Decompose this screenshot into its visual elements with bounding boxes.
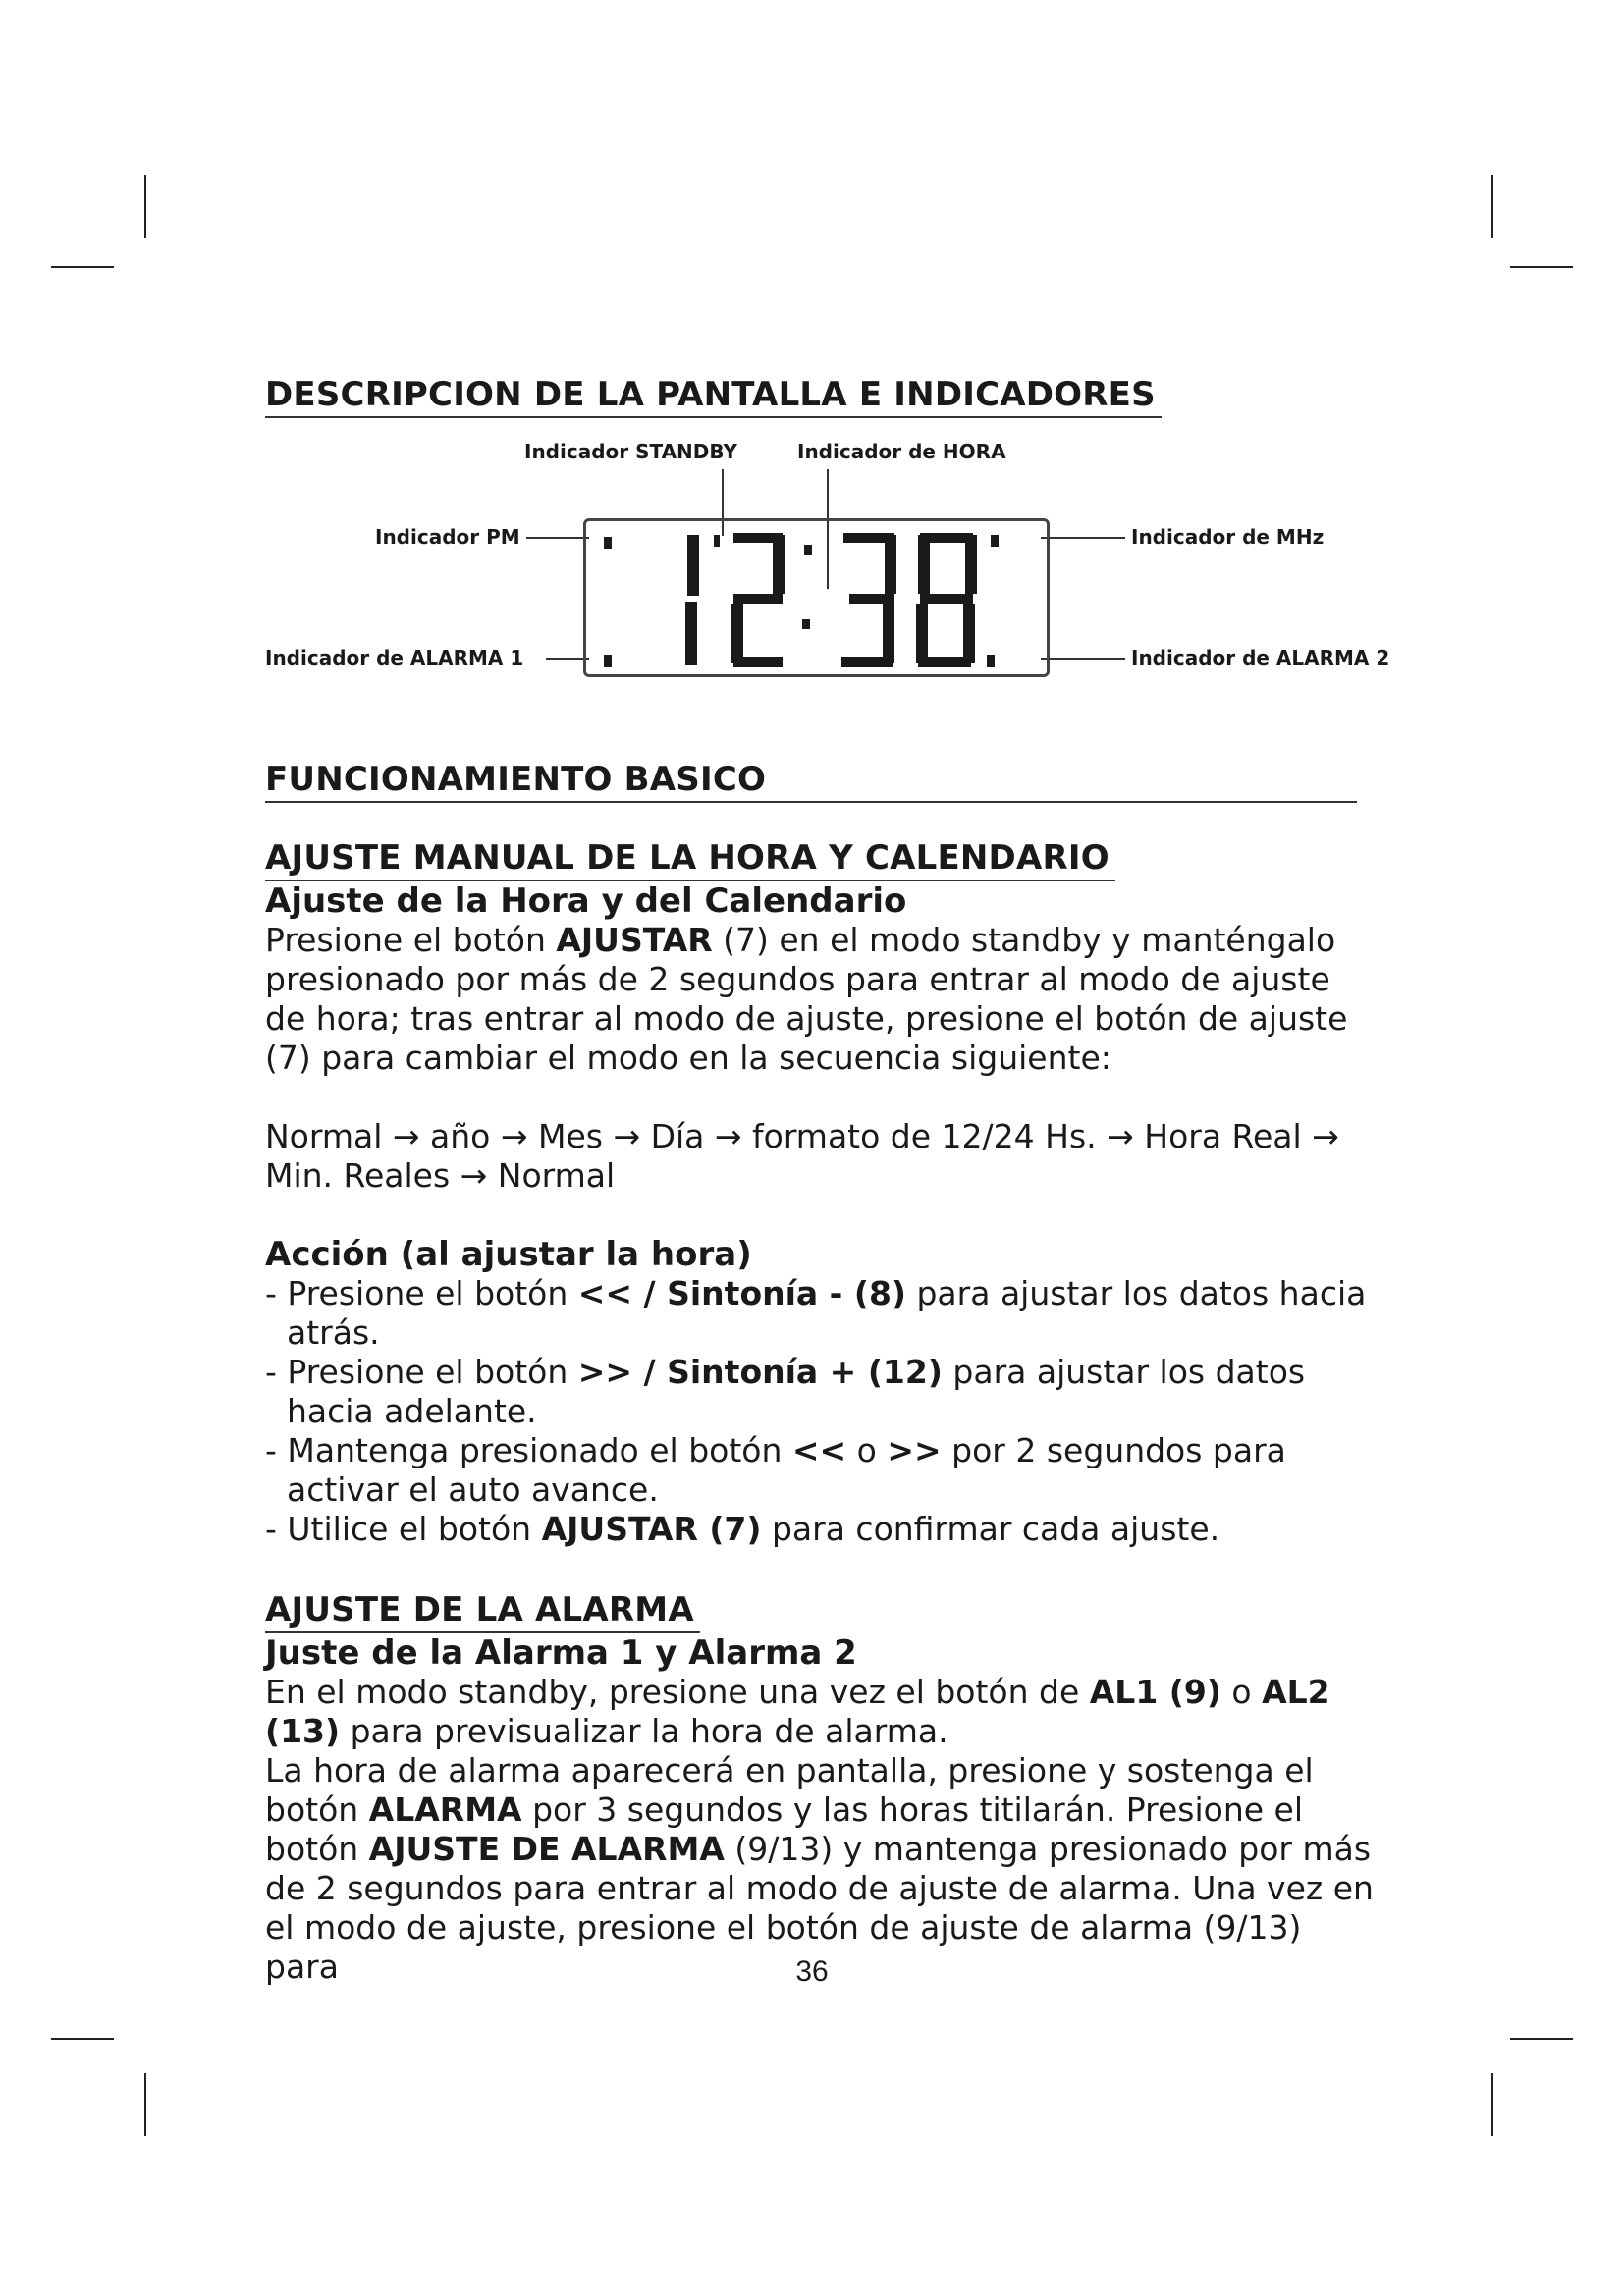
paragraph-ajuste-hora: Presione el botón AJUSTAR (7) en el modo standby y manténgalo presionado por más de 2 segundos para entrar al modo de ajuste de hora; tras entrar al modo de ajuste, presione el botón de ajuste (7) para cambiar el modo en la secuencia siguiente:	[265, 921, 1348, 1077]
crop-mark	[144, 175, 146, 238]
alarm1-indicator	[604, 655, 612, 667]
digit-segment	[687, 535, 699, 596]
label-alarma2: Indicador de ALARMA 2	[1131, 646, 1390, 669]
label-mhz: Indicador de MHz	[1131, 525, 1325, 549]
subtitle-alarma: Juste de la Alarma 1 y Alarma 2	[265, 1633, 857, 1673]
list-item: - Mantenga presionado el botón << o >> por 2 segundos para activar el auto avance.	[265, 1431, 1286, 1509]
paragraph-alarma-ajuste: La hora de alarma aparecerá en pantalla, presione y sostenga el botón ALARMA por 3 segundos y las horas titilarán. Presione el botón AJUSTE DE ALARMA (9/13) y mantenga presionado por más de 2 segundos para entrar al modo de ajuste de alarma. Una vez en el modo de ajuste, presione el botón de ajuste de alarma (9/13) para	[265, 1751, 1374, 1986]
digit-segment	[733, 657, 783, 667]
crop-mark	[1491, 175, 1493, 238]
digit-segment	[916, 604, 928, 663]
standby-indicator	[714, 535, 720, 547]
leader-line	[526, 537, 589, 539]
leader-line	[1041, 658, 1125, 660]
leader-line	[1041, 537, 1125, 539]
digit-segment	[920, 594, 973, 604]
lcd-display	[583, 518, 1050, 677]
alarm2-indicator	[987, 655, 995, 667]
digit-segment	[963, 604, 975, 663]
display-diagram	[265, 428, 1390, 752]
crop-mark	[1510, 2038, 1573, 2040]
digit-segment	[773, 535, 785, 594]
digit-segment	[733, 594, 783, 604]
subtitle-accion: Acción (al ajustar la hora)	[265, 1235, 752, 1274]
page-content	[265, 373, 1390, 1987]
section-title-ajuste-manual: AJUSTE MANUAL DE LA HORA Y CALENDARIO	[265, 836, 1375, 881]
digit-segment	[883, 604, 894, 663]
page-number: 36	[795, 1955, 829, 1988]
crop-mark	[1510, 266, 1573, 268]
digit-segment	[885, 535, 896, 594]
action-list	[265, 1274, 1375, 1549]
crop-mark	[51, 2038, 114, 2040]
pm-indicator	[604, 537, 612, 549]
mhz-indicator	[991, 535, 999, 547]
section-title-funcionamiento: FUNCIONAMIENTO BASICO	[265, 758, 1357, 803]
digit-segment	[841, 657, 893, 667]
paragraph-alarma-preview: En el modo standby, presione una vez el botón de AL1 (9) o AL2 (13) para previsualizar la hora de alarma.	[265, 1673, 1330, 1750]
digit-segment	[918, 535, 930, 594]
digit-segment	[965, 535, 977, 594]
digit-segment	[918, 657, 971, 667]
subtitle-ajuste-hora: Ajuste de la Hora y del Calendario	[265, 881, 907, 921]
digit-segment	[731, 604, 743, 663]
label-pm: Indicador PM	[375, 525, 520, 549]
mode-sequence: Normal → año → Mes → Día → formato de 12/24 Hs. → Hora Real → Min. Reales → Normal	[265, 1117, 1339, 1195]
colon-dot	[804, 545, 812, 555]
label-hora: Indicador de HORA	[797, 440, 1006, 463]
colon-dot	[802, 619, 810, 629]
digit-segment	[685, 602, 697, 665]
label-alarma1: Indicador de ALARMA 1	[265, 646, 524, 669]
label-standby: Indicador STANDBY	[524, 440, 738, 463]
digit-segment	[849, 594, 894, 604]
crop-mark	[51, 266, 114, 268]
crop-mark	[144, 2073, 146, 2136]
list-item: - Utilice el botón AJUSTAR (7) para confirmar cada ajuste.	[265, 1510, 1220, 1548]
section-title-alarma: AJUSTE DE LA ALARMA	[265, 1588, 1375, 1633]
list-item: - Presione el botón >> / Sintonía + (12) para ajustar los datos hacia adelante.	[265, 1353, 1306, 1430]
list-item: - Presione el botón << / Sintonía - (8) para ajustar los datos hacia atrás.	[265, 1274, 1367, 1352]
page-title: DESCRIPCION DE LA PANTALLA E INDICADORES	[265, 373, 1375, 418]
crop-mark	[1491, 2073, 1493, 2136]
